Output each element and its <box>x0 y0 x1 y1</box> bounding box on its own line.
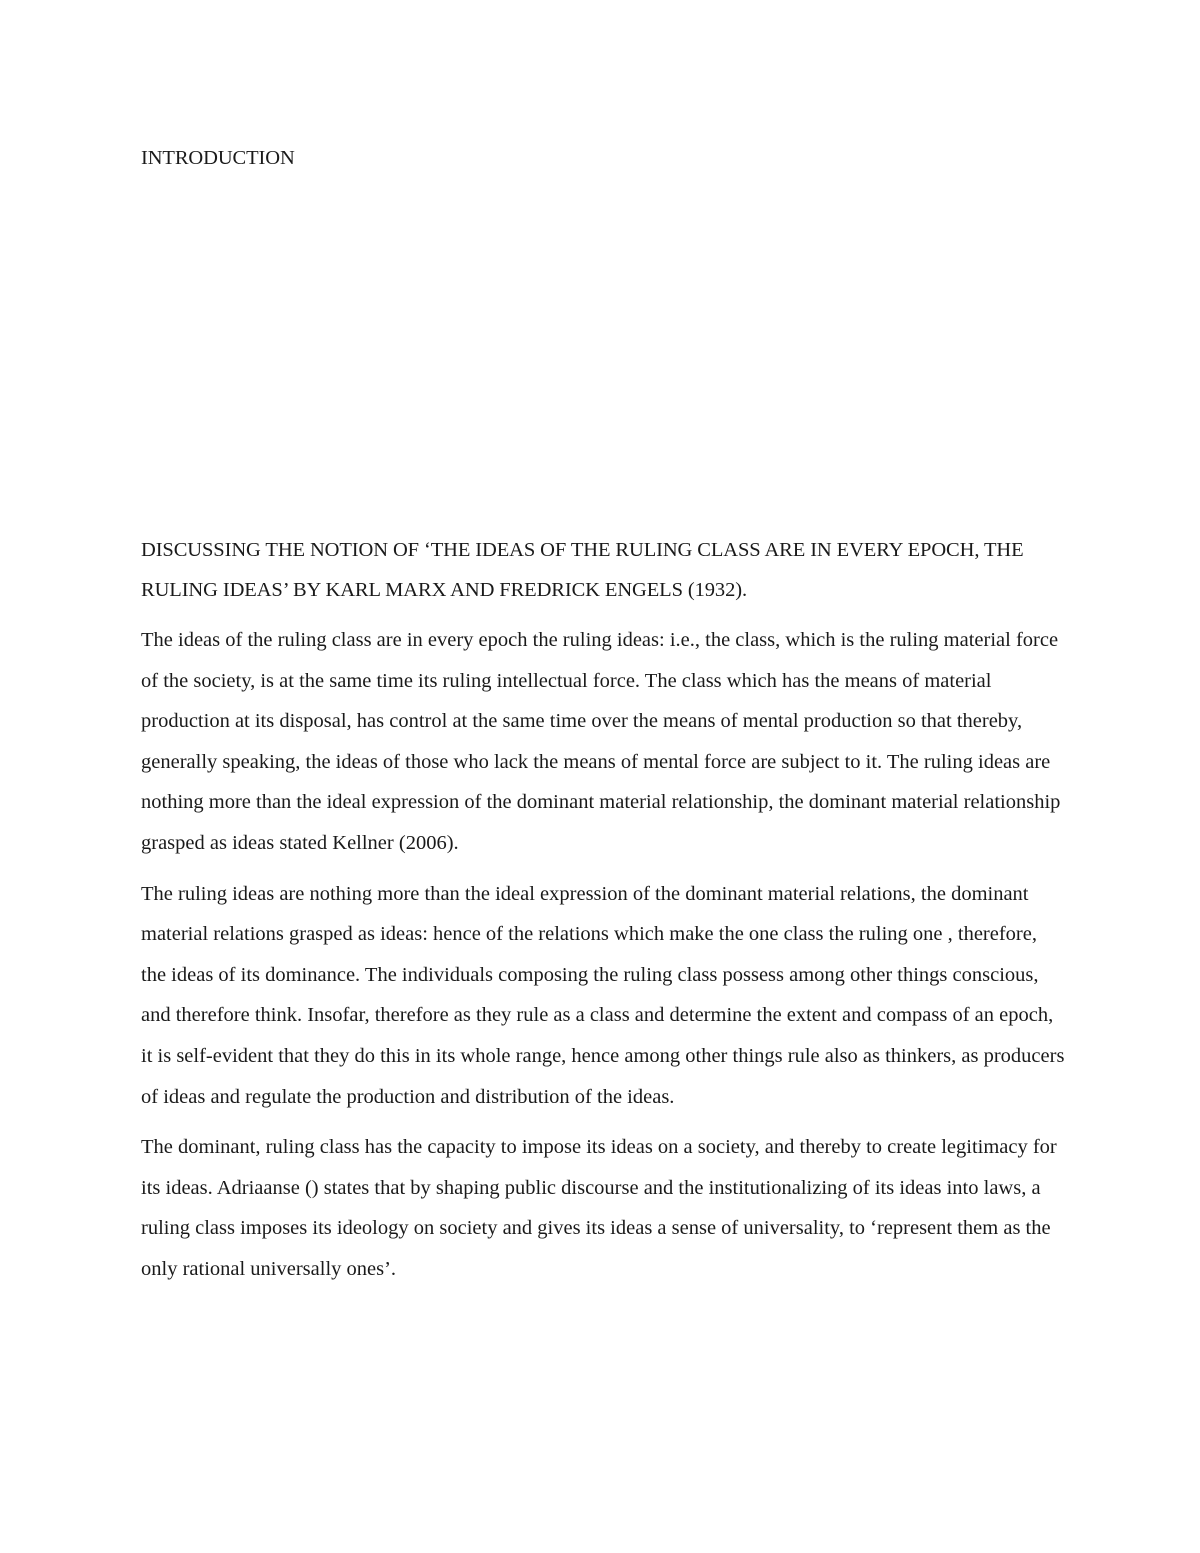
intro-heading: INTRODUCTION <box>141 147 295 169</box>
document-body <box>141 138 1066 1300</box>
paragraph-2: The ruling ideas are nothing more than the ideal expression of the dominant material relations, the dominant material relations grasped as ideas: hence of the relations which make the one class the ruling one , therefore, the ideas of its dominance. The individuals composing the ruling class possess among other things conscious, and therefore think. Insofar, therefore as they rule as a class and determine the extent and compass of an epoch, it is self-evident that they do this in its whole range, hence among other things rule also as thinkers, as producers of ideas and regulate the production and distribution of the ideas. <box>141 882 1065 1108</box>
paragraph-1: The ideas of the ruling class are in every epoch the ruling ideas: i.e., the class, which is the ruling material force of the society, is at the same time its ruling intellectual force. The class which has the means of material production at its disposal, has control at the same time over the means of mental production so that thereby, generally speaking, the ideas of those who lack the means of mental force are subject to it. The ruling ideas are nothing more than the ideal expression of the dominant material relationship, the dominant material relationship grasped as ideas stated Kellner (2006). <box>141 629 1061 854</box>
paragraph-3: The dominant, ruling class has the capacity to impose its ideas on a society, and thereby to create legitimacy for its ideas. Adriaanse () states that by shaping public discourse and the institutionalizing of its ideas into laws, a ruling class imposes its ideology on society and gives its ideas a sense of universality, to ‘represent them as the only rational universally ones’. <box>141 1136 1057 1280</box>
section-title: DISCUSSING THE NOTION OF ‘THE IDEAS OF THE RULING CLASS ARE IN EVERY EPOCH, THE RULING IDEAS’ BY KARL MARX AND FREDRICK ENGELS (1932). <box>141 539 1024 601</box>
blank-space <box>141 178 1066 530</box>
